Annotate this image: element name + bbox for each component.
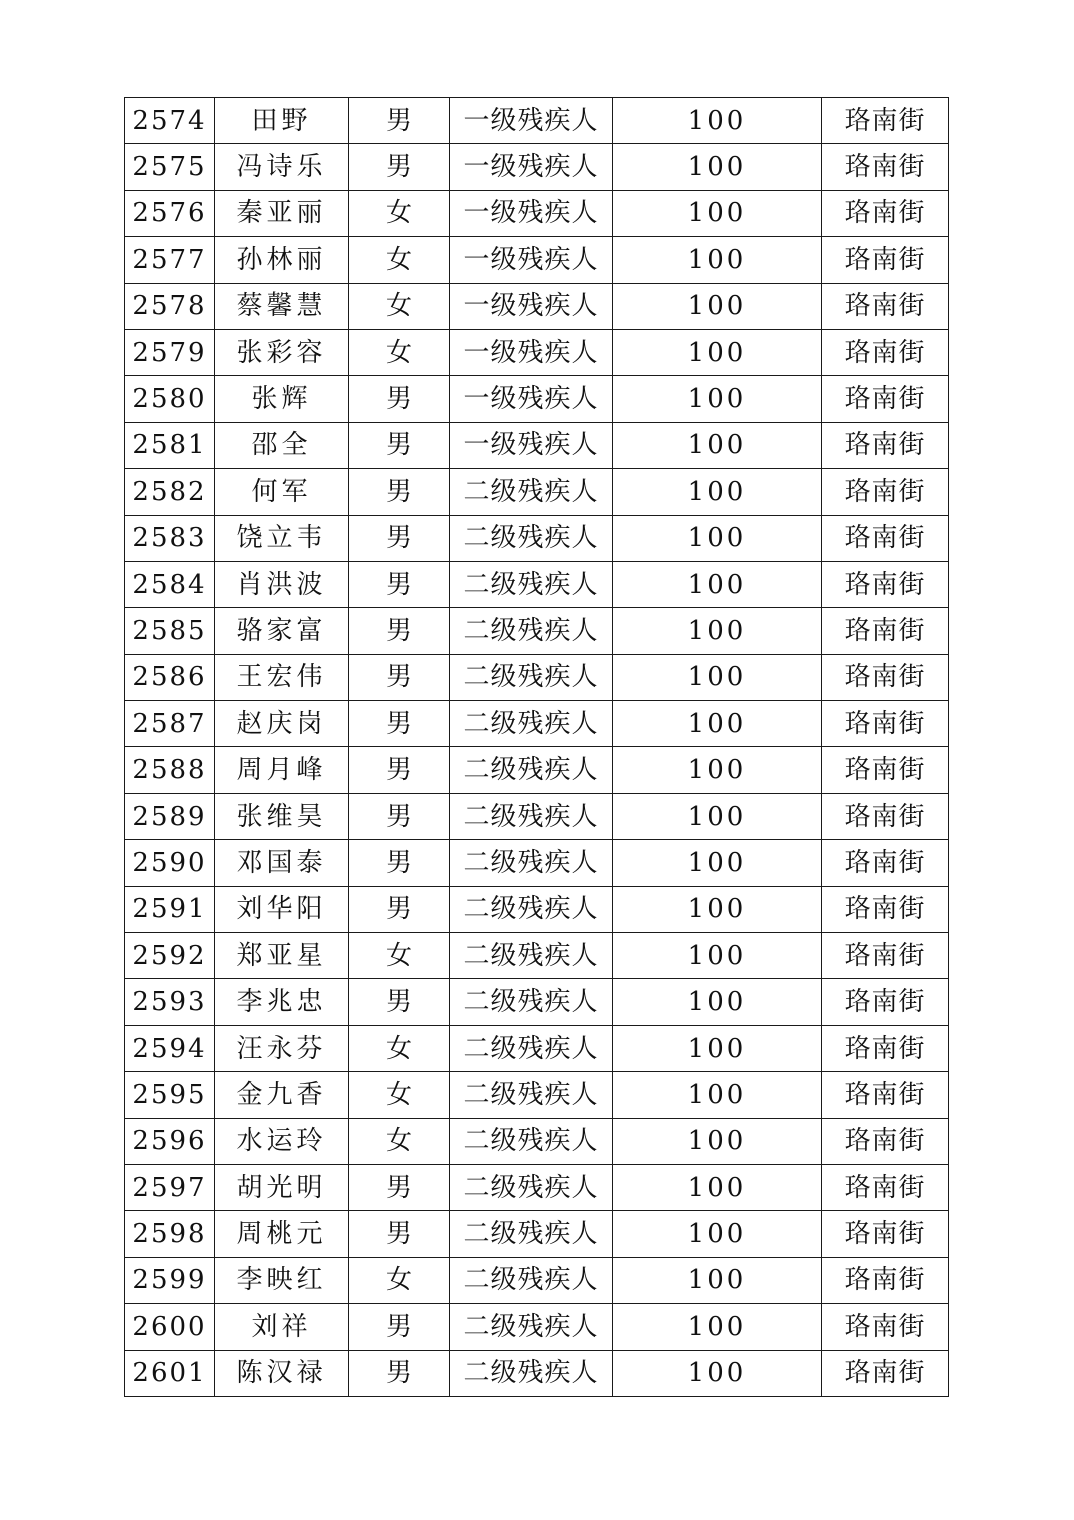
row-number-cell: 2579 — [125, 329, 215, 375]
table-row — [125, 1164, 949, 1210]
table-row — [125, 190, 949, 236]
gender-cell: 男 — [349, 376, 450, 422]
row-number-cell: 2577 — [125, 237, 215, 283]
name-cell: 水运玲 — [215, 1118, 349, 1164]
name-cell: 饶立韦 — [215, 515, 349, 561]
gender-cell: 男 — [349, 1350, 450, 1396]
disability-level-cell: 二级残疾人 — [450, 701, 613, 747]
street-cell: 珞南街 — [822, 1350, 949, 1396]
table-row — [125, 1304, 949, 1350]
name-cell: 刘祥 — [215, 1304, 349, 1350]
disability-level-cell: 二级残疾人 — [450, 1257, 613, 1303]
name-cell: 邓国泰 — [215, 840, 349, 886]
disability-level-cell: 二级残疾人 — [450, 1118, 613, 1164]
table-row — [125, 979, 949, 1025]
disability-level-cell: 二级残疾人 — [450, 1304, 613, 1350]
row-number-cell: 2598 — [125, 1211, 215, 1257]
amount-cell: 100 — [613, 1257, 822, 1303]
amount-cell: 100 — [613, 237, 822, 283]
name-cell: 田野 — [215, 98, 349, 144]
name-cell: 金九香 — [215, 1072, 349, 1118]
gender-cell: 女 — [349, 190, 450, 236]
amount-cell: 100 — [613, 979, 822, 1025]
street-cell: 珞南街 — [822, 840, 949, 886]
street-cell: 珞南街 — [822, 515, 949, 561]
table-row — [125, 376, 949, 422]
table-row — [125, 98, 949, 144]
street-cell: 珞南街 — [822, 144, 949, 190]
street-cell: 珞南街 — [822, 701, 949, 747]
name-cell: 何军 — [215, 469, 349, 515]
gender-cell: 男 — [349, 422, 450, 468]
table-row — [125, 469, 949, 515]
name-cell: 周桃元 — [215, 1211, 349, 1257]
row-number-cell: 2576 — [125, 190, 215, 236]
street-cell: 珞南街 — [822, 422, 949, 468]
table-row — [125, 793, 949, 839]
table-row — [125, 1072, 949, 1118]
disability-level-cell: 二级残疾人 — [450, 747, 613, 793]
street-cell: 珞南街 — [822, 1164, 949, 1210]
name-cell: 李映红 — [215, 1257, 349, 1303]
table-row — [125, 329, 949, 375]
disability-level-cell: 二级残疾人 — [450, 1072, 613, 1118]
row-number-cell: 2595 — [125, 1072, 215, 1118]
disability-level-cell: 二级残疾人 — [450, 608, 613, 654]
row-number-cell: 2583 — [125, 515, 215, 561]
street-cell: 珞南街 — [822, 329, 949, 375]
row-number-cell: 2589 — [125, 793, 215, 839]
row-number-cell: 2600 — [125, 1304, 215, 1350]
amount-cell: 100 — [613, 1164, 822, 1210]
table-row — [125, 1118, 949, 1164]
amount-cell: 100 — [613, 608, 822, 654]
table-row — [125, 747, 949, 793]
name-cell: 邵全 — [215, 422, 349, 468]
row-number-cell: 2596 — [125, 1118, 215, 1164]
table-row — [125, 422, 949, 468]
name-cell: 张维昊 — [215, 793, 349, 839]
row-number-cell: 2591 — [125, 886, 215, 932]
row-number-cell: 2582 — [125, 469, 215, 515]
amount-cell: 100 — [613, 701, 822, 747]
disability-level-cell: 二级残疾人 — [450, 469, 613, 515]
gender-cell: 女 — [349, 1072, 450, 1118]
disability-level-cell: 二级残疾人 — [450, 515, 613, 561]
row-number-cell: 2594 — [125, 1025, 215, 1071]
row-number-cell: 2585 — [125, 608, 215, 654]
name-cell: 骆家富 — [215, 608, 349, 654]
table-row — [125, 144, 949, 190]
amount-cell: 100 — [613, 1211, 822, 1257]
table-row — [125, 1025, 949, 1071]
gender-cell: 女 — [349, 1025, 450, 1071]
amount-cell: 100 — [613, 283, 822, 329]
street-cell: 珞南街 — [822, 283, 949, 329]
gender-cell: 男 — [349, 840, 450, 886]
gender-cell: 男 — [349, 654, 450, 700]
disability-level-cell: 二级残疾人 — [450, 561, 613, 607]
disability-level-cell: 二级残疾人 — [450, 933, 613, 979]
table-row — [125, 840, 949, 886]
row-number-cell: 2578 — [125, 283, 215, 329]
amount-cell: 100 — [613, 1350, 822, 1396]
name-cell: 秦亚丽 — [215, 190, 349, 236]
name-cell: 肖洪波 — [215, 561, 349, 607]
street-cell: 珞南街 — [822, 933, 949, 979]
row-number-cell: 2581 — [125, 422, 215, 468]
table-row — [125, 886, 949, 932]
table-row — [125, 933, 949, 979]
gender-cell: 女 — [349, 933, 450, 979]
disability-level-cell: 一级残疾人 — [450, 98, 613, 144]
gender-cell: 女 — [349, 1118, 450, 1164]
gender-cell: 男 — [349, 1304, 450, 1350]
street-cell: 珞南街 — [822, 190, 949, 236]
gender-cell: 男 — [349, 469, 450, 515]
name-cell: 王宏伟 — [215, 654, 349, 700]
name-cell: 汪永芬 — [215, 1025, 349, 1071]
street-cell: 珞南街 — [822, 1257, 949, 1303]
disability-level-cell: 一级残疾人 — [450, 144, 613, 190]
gender-cell: 女 — [349, 1257, 450, 1303]
street-cell: 珞南街 — [822, 1304, 949, 1350]
table-row — [125, 515, 949, 561]
disability-level-cell: 二级残疾人 — [450, 886, 613, 932]
gender-cell: 男 — [349, 561, 450, 607]
street-cell: 珞南街 — [822, 886, 949, 932]
disability-level-cell: 二级残疾人 — [450, 654, 613, 700]
name-cell: 赵庆岗 — [215, 701, 349, 747]
disability-level-cell: 二级残疾人 — [450, 1025, 613, 1071]
street-cell: 珞南街 — [822, 98, 949, 144]
street-cell: 珞南街 — [822, 376, 949, 422]
gender-cell: 男 — [349, 886, 450, 932]
amount-cell: 100 — [613, 190, 822, 236]
street-cell: 珞南街 — [822, 654, 949, 700]
name-cell: 冯诗乐 — [215, 144, 349, 190]
name-cell: 李兆忠 — [215, 979, 349, 1025]
disability-level-cell: 二级残疾人 — [450, 979, 613, 1025]
amount-cell: 100 — [613, 515, 822, 561]
table-row — [125, 1257, 949, 1303]
name-cell: 郑亚星 — [215, 933, 349, 979]
row-number-cell: 2593 — [125, 979, 215, 1025]
street-cell: 珞南街 — [822, 1118, 949, 1164]
disability-level-cell: 一级残疾人 — [450, 237, 613, 283]
disability-level-cell: 二级残疾人 — [450, 840, 613, 886]
row-number-cell: 2601 — [125, 1350, 215, 1396]
amount-cell: 100 — [613, 376, 822, 422]
name-cell: 蔡馨慧 — [215, 283, 349, 329]
row-number-cell: 2597 — [125, 1164, 215, 1210]
gender-cell: 男 — [349, 1211, 450, 1257]
name-cell: 刘华阳 — [215, 886, 349, 932]
street-cell: 珞南街 — [822, 979, 949, 1025]
amount-cell: 100 — [613, 747, 822, 793]
gender-cell: 男 — [349, 979, 450, 1025]
amount-cell: 100 — [613, 329, 822, 375]
row-number-cell: 2584 — [125, 561, 215, 607]
name-cell: 周月峰 — [215, 747, 349, 793]
amount-cell: 100 — [613, 469, 822, 515]
street-cell: 珞南街 — [822, 747, 949, 793]
name-cell: 张彩容 — [215, 329, 349, 375]
table-row — [125, 701, 949, 747]
gender-cell: 男 — [349, 608, 450, 654]
amount-cell: 100 — [613, 98, 822, 144]
table-row — [125, 608, 949, 654]
disability-level-cell: 二级残疾人 — [450, 1164, 613, 1210]
row-number-cell: 2580 — [125, 376, 215, 422]
amount-cell: 100 — [613, 1072, 822, 1118]
row-number-cell: 2588 — [125, 747, 215, 793]
amount-cell: 100 — [613, 654, 822, 700]
row-number-cell: 2574 — [125, 98, 215, 144]
disability-level-cell: 二级残疾人 — [450, 1211, 613, 1257]
name-cell: 孙林丽 — [215, 237, 349, 283]
gender-cell: 女 — [349, 329, 450, 375]
name-cell: 张辉 — [215, 376, 349, 422]
street-cell: 珞南街 — [822, 561, 949, 607]
disability-level-cell: 二级残疾人 — [450, 793, 613, 839]
street-cell: 珞南街 — [822, 1072, 949, 1118]
table-row — [125, 1211, 949, 1257]
street-cell: 珞南街 — [822, 237, 949, 283]
amount-cell: 100 — [613, 1118, 822, 1164]
street-cell: 珞南街 — [822, 1025, 949, 1071]
gender-cell: 男 — [349, 98, 450, 144]
disability-level-cell: 一级残疾人 — [450, 283, 613, 329]
gender-cell: 女 — [349, 283, 450, 329]
roster-table — [124, 97, 949, 1397]
amount-cell: 100 — [613, 886, 822, 932]
row-number-cell: 2587 — [125, 701, 215, 747]
disability-level-cell: 一级残疾人 — [450, 329, 613, 375]
gender-cell: 男 — [349, 701, 450, 747]
row-number-cell: 2586 — [125, 654, 215, 700]
amount-cell: 100 — [613, 933, 822, 979]
amount-cell: 100 — [613, 1025, 822, 1071]
street-cell: 珞南街 — [822, 1211, 949, 1257]
row-number-cell: 2575 — [125, 144, 215, 190]
table-row — [125, 283, 949, 329]
amount-cell: 100 — [613, 793, 822, 839]
amount-cell: 100 — [613, 561, 822, 607]
name-cell: 胡光明 — [215, 1164, 349, 1210]
table-row — [125, 237, 949, 283]
gender-cell: 女 — [349, 237, 450, 283]
disability-level-cell: 二级残疾人 — [450, 1350, 613, 1396]
street-cell: 珞南街 — [822, 793, 949, 839]
gender-cell: 男 — [349, 1164, 450, 1210]
table-row — [125, 561, 949, 607]
street-cell: 珞南街 — [822, 469, 949, 515]
amount-cell: 100 — [613, 422, 822, 468]
gender-cell: 男 — [349, 747, 450, 793]
table-row — [125, 654, 949, 700]
gender-cell: 男 — [349, 793, 450, 839]
gender-cell: 男 — [349, 515, 450, 561]
amount-cell: 100 — [613, 144, 822, 190]
gender-cell: 男 — [349, 144, 450, 190]
name-cell: 陈汉禄 — [215, 1350, 349, 1396]
row-number-cell: 2590 — [125, 840, 215, 886]
row-number-cell: 2592 — [125, 933, 215, 979]
roster-table-body — [125, 98, 949, 1397]
disability-level-cell: 一级残疾人 — [450, 190, 613, 236]
row-number-cell: 2599 — [125, 1257, 215, 1303]
amount-cell: 100 — [613, 1304, 822, 1350]
street-cell: 珞南街 — [822, 608, 949, 654]
disability-level-cell: 一级残疾人 — [450, 376, 613, 422]
disability-level-cell: 一级残疾人 — [450, 422, 613, 468]
table-row — [125, 1350, 949, 1396]
amount-cell: 100 — [613, 840, 822, 886]
